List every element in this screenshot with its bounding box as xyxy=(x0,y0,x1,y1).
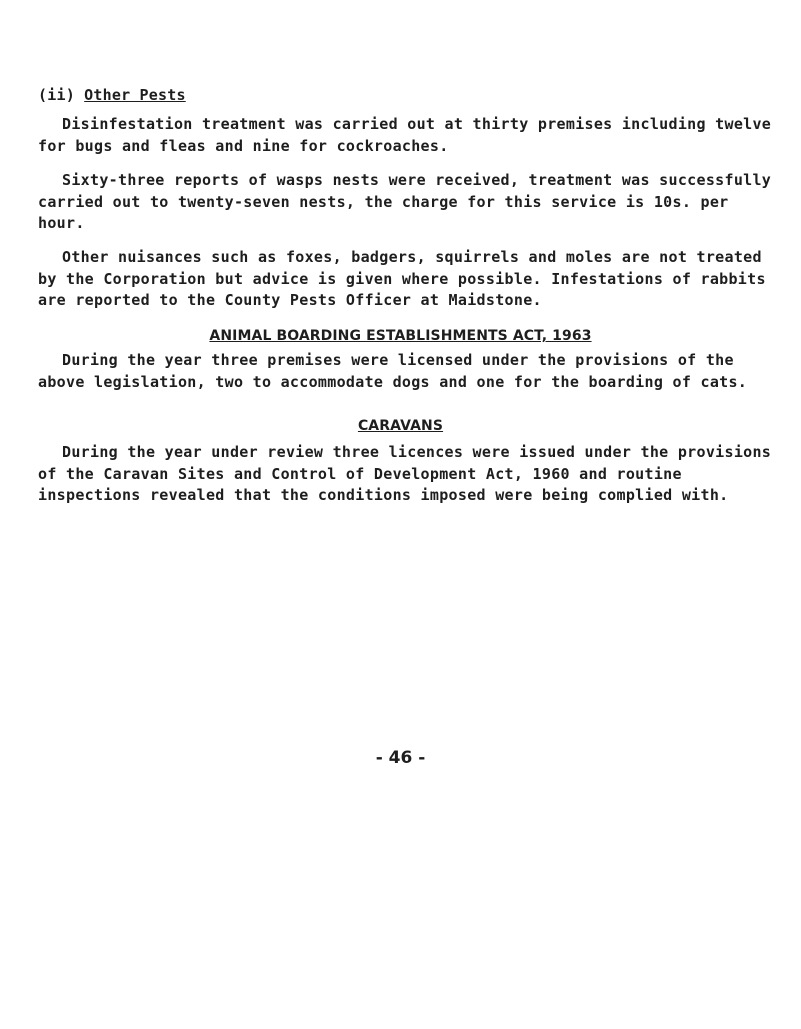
section-number: (ii) xyxy=(38,86,75,104)
paragraph-wasps xyxy=(38,170,778,235)
paragraph-nuisances-text: Other nuisances such as foxes, badgers, squirrels and moles are not treated by the Corporation but advice is given where possible. Infestations of rabbits are reported to the County Pests Officer at Maidstone. xyxy=(38,248,766,309)
section-heading xyxy=(38,86,186,104)
heading-animal-boarding: ANIMAL BOARDING ESTABLISHMENTS ACT, 1963 xyxy=(209,328,592,344)
paragraph-caravans-text: During the year under review three licences were issued under the provisions of the Caravan Sites and Control of Development Act, 1960 and routine inspections revealed that the conditions imposed were being complied with. xyxy=(38,443,772,504)
paragraph-wasps-text: Sixty-three reports of wasps nests were received, treatment was successfully carried out to twenty-seven nests, the charge for this service is 10s. per hour. xyxy=(38,171,772,232)
paragraph-nuisances xyxy=(38,247,778,312)
paragraph-disinfestation-text: Disinfestation treatment was carried out at thirty premises including twelve for bugs and fleas and nine for cockroaches. xyxy=(38,115,772,155)
section-title: Other Pests xyxy=(84,86,186,104)
paragraph-caravans xyxy=(38,442,778,507)
paragraph-animal-boarding-text: During the year three premises were licensed under the provisions of the above legislation, two to accommodate dogs and one for the boarding of cats. xyxy=(38,351,748,391)
heading-caravans: CARAVANS xyxy=(357,418,444,434)
page-number: - 46 - xyxy=(375,748,426,768)
paragraph-animal-boarding xyxy=(38,350,778,393)
paragraph-disinfestation xyxy=(38,114,778,157)
